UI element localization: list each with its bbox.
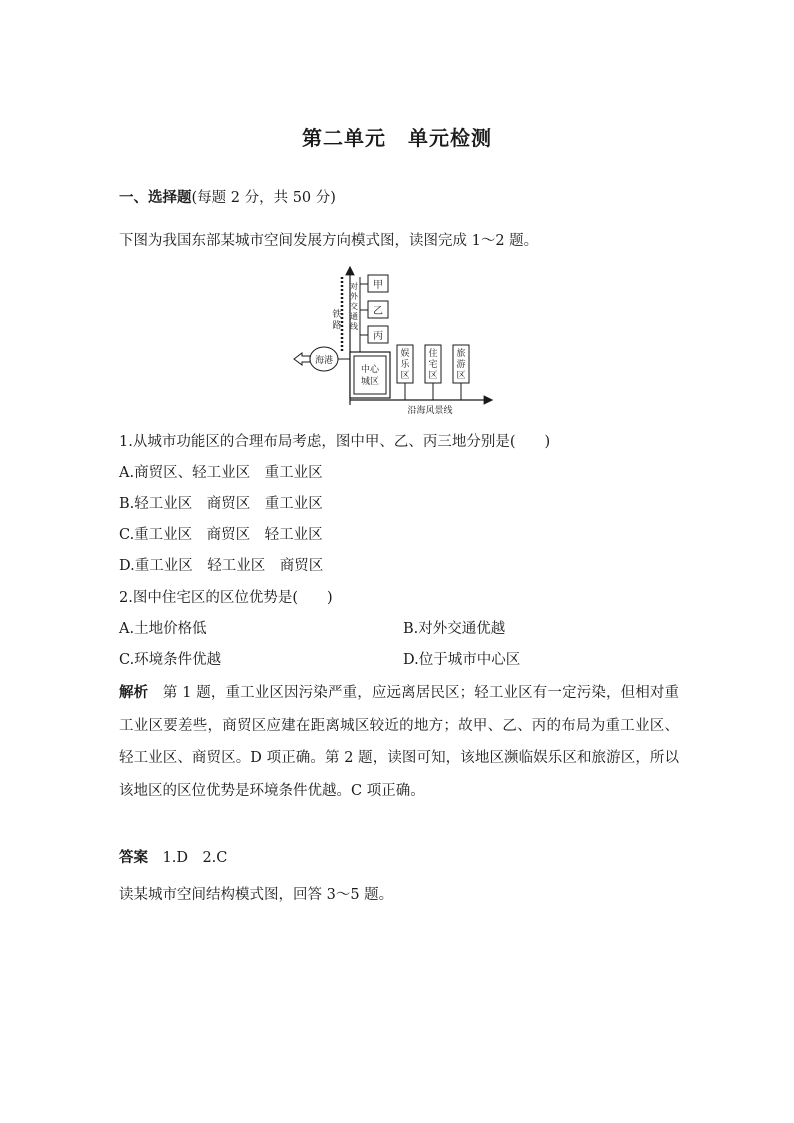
transport-line-label bbox=[350, 281, 359, 331]
svg-text:线: 线 bbox=[350, 322, 358, 331]
harbor-label: 海港 bbox=[314, 356, 334, 366]
q2-option-b: B.对外交通优越 bbox=[403, 621, 506, 637]
coast-label: 沿海风景线 bbox=[407, 406, 453, 416]
svg-text:对: 对 bbox=[350, 282, 358, 291]
svg-text:娱: 娱 bbox=[400, 349, 410, 359]
svg-text:甲: 甲 bbox=[373, 280, 383, 291]
svg-text:区: 区 bbox=[428, 371, 438, 381]
svg-text:通: 通 bbox=[350, 312, 358, 321]
svg-text:外: 外 bbox=[350, 292, 358, 301]
page-title: 第二单元 单元检测 bbox=[302, 126, 492, 150]
q1-option-d: D.重工业区 轻工业区 商贸区 bbox=[119, 558, 324, 574]
answer-line: 答案 1.D 2.C bbox=[119, 849, 228, 866]
railway-label bbox=[332, 308, 341, 331]
q2-option-c: C.环境条件优越 bbox=[119, 652, 222, 668]
q2-option-d: D.位于城市中心区 bbox=[403, 652, 521, 668]
svg-text:路: 路 bbox=[332, 321, 342, 331]
svg-text:游: 游 bbox=[456, 360, 466, 370]
svg-text:乐: 乐 bbox=[400, 360, 410, 370]
svg-text:住: 住 bbox=[428, 349, 438, 359]
question-1-stem: 1.从城市功能区的合理布局考虑，图中甲、乙、丙三地分别是( ) bbox=[119, 434, 551, 450]
analysis-paragraph: 解析 第 1 题，重工业区因污染严重，应远离居民区；轻工业区有一定污染，但相对重工业区要差些，商贸区应建在距离城区较近的地方；故甲、乙、丙的布局为重工业区、轻工业区、商贸区。D 项正确。第 2 题，读图可知，该地区濒临娱乐区和旅游区，所以该地区的区位优势是环境条件优越。C 项正确。 bbox=[119, 684, 679, 799]
svg-text:区: 区 bbox=[456, 371, 466, 381]
city-development-diagram bbox=[280, 255, 520, 420]
q1-option-b: B.轻工业区 商贸区 重工业区 bbox=[119, 496, 323, 512]
svg-text:宅: 宅 bbox=[428, 360, 438, 370]
section-heading: 一、选择题(每题 2 分，共 50 分) bbox=[119, 189, 336, 206]
intro-text-2: 读某城市空间结构模式图，回答 3～5 题。 bbox=[119, 887, 394, 903]
svg-text:乙: 乙 bbox=[373, 306, 383, 317]
intro-text-1: 下图为我国东部某城市空间发展方向模式图，读图完成 1～2 题。 bbox=[119, 233, 539, 249]
q2-option-a: A.土地价格低 bbox=[119, 621, 207, 637]
svg-text:旅: 旅 bbox=[456, 349, 466, 359]
svg-text:铁: 铁 bbox=[332, 310, 342, 320]
question-2-stem: 2.图中住宅区的区位优势是( ) bbox=[119, 590, 333, 606]
svg-text:丙: 丙 bbox=[373, 331, 383, 342]
q1-option-a: A.商贸区、轻工业区 重工业区 bbox=[119, 465, 323, 481]
harbor-arrow bbox=[294, 353, 310, 365]
q1-option-c: C.重工业区 商贸区 轻工业区 bbox=[119, 527, 323, 543]
svg-text:交: 交 bbox=[350, 302, 358, 311]
svg-text:区: 区 bbox=[400, 371, 410, 381]
svg-text:中心: 中心 bbox=[360, 365, 380, 375]
svg-text:城区: 城区 bbox=[360, 377, 380, 387]
center-city-outer bbox=[350, 352, 390, 398]
